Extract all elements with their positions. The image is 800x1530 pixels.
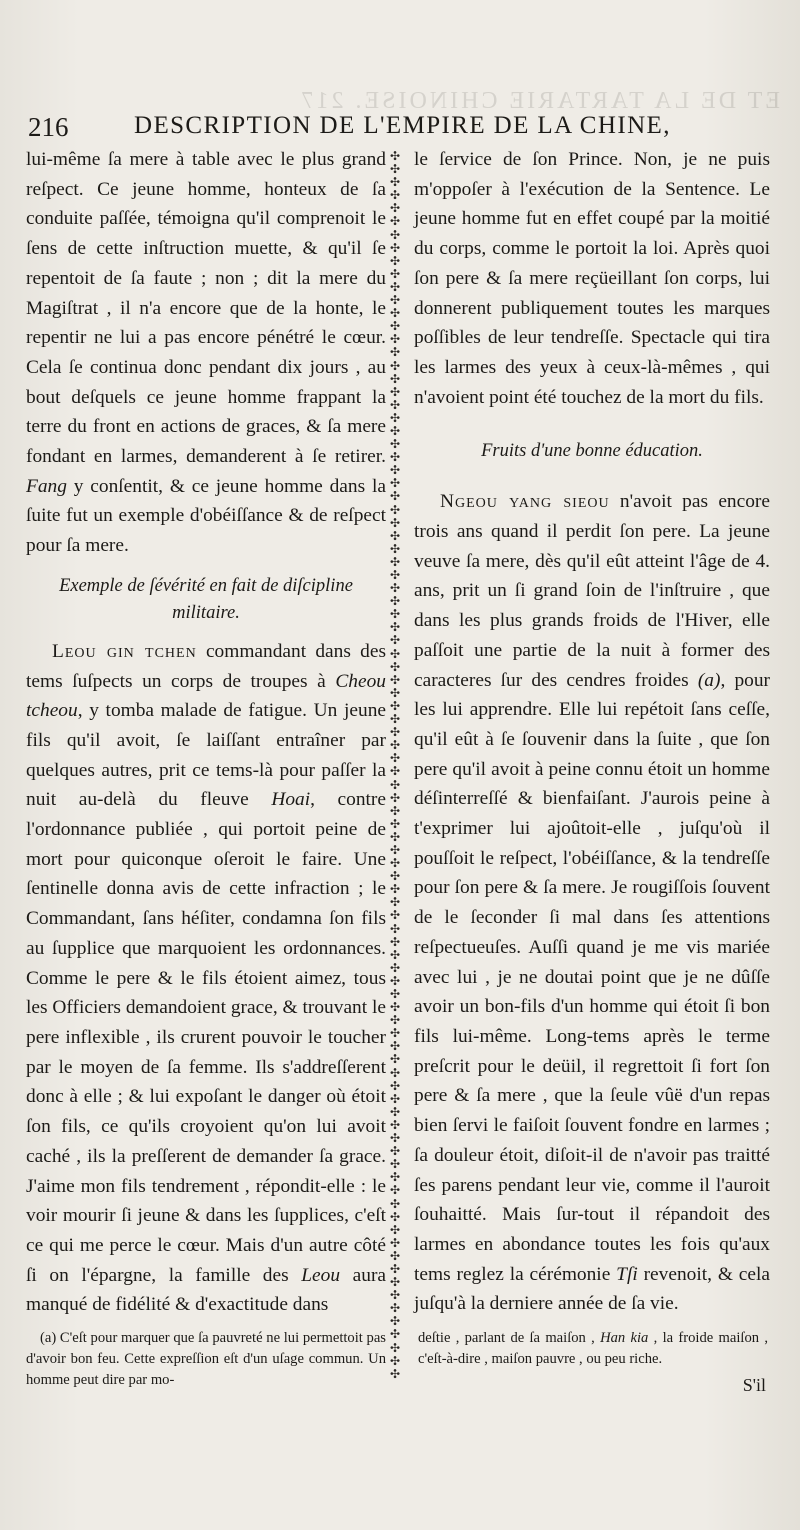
show-through-text: ET DE LA TARTARIE CHINOISE. 217 (298, 88, 780, 114)
divider-ornament-icon: ✣ (389, 816, 401, 831)
divider-ornament-icon: ✣ (389, 934, 401, 949)
divider-ornament-icon: ✣ (389, 698, 401, 713)
divider-ornament-icon: ✣ (389, 712, 401, 727)
divider-ornament-icon: ✣ (389, 162, 401, 177)
right-paragraph-1: le ſervice de ſon Prince. Non, je ne puis m'oppoſer à l'exécution de la Sentence. Le jeune homme fut en effet coupé par la moitié du corps, comme le portoit la loi. Après quoi ſon pere & ſa mere reçüeillant ſon corps, lui donnerent publiquement toutes les marques poſſibles de leur tendreſſe. Spectacle qui tira les larmes des yeux à ceux-là-mêmes , qui n'avoient point été touchez de la mort du fils. (414, 149, 770, 408)
divider-ornament-icon: ✣ (389, 568, 401, 582)
divider-ornament-icon: ✣ (389, 515, 401, 530)
section-subheading-severity: Exemple de ſévérité en fait de diſcipline militaire. (59, 575, 353, 623)
divider-ornament-icon: ✣ (389, 895, 401, 910)
divider-ornament-icon: ✣ (389, 293, 401, 308)
divider-ornament-icon: ✣ (389, 476, 401, 491)
divider-ornament-icon: ✣ (389, 1052, 401, 1067)
place-cheou-tcheou: Cheou tcheou (26, 670, 386, 722)
divider-ornament-icon: ✣ (389, 764, 401, 779)
divider-ornament-icon: ✣ (389, 489, 401, 504)
divider-ornament-icon: ✣ (389, 921, 401, 936)
divider-ornament-icon: ✣ (389, 987, 401, 1001)
divider-ornament-icon: ✣ (389, 842, 401, 857)
divider-ornament-icon: ✣ (389, 1104, 401, 1119)
divider-ornament-icon: ✣ (389, 869, 401, 884)
divider-ornament-icon: ✣ (389, 973, 401, 988)
divider-ornament-icon: ✣ (389, 960, 401, 975)
term-han-kia: Han kia (600, 1330, 649, 1346)
divider-ornament-icon: ✣ (389, 646, 401, 661)
catchword: S'il (742, 1375, 766, 1395)
section-subheading-education: Fruits d'une bonne éducation. (481, 441, 703, 462)
divider-ornament-icon: ✣ (389, 1314, 401, 1329)
divider-ornament-icon: ✣ (389, 201, 401, 216)
divider-ornament-icon: ✣ (389, 279, 401, 294)
divider-ornament-icon: ✣ (389, 1353, 401, 1368)
divider-ornament-icon: ✣ (389, 882, 401, 897)
divider-ornament-icon: ✣ (389, 751, 401, 766)
divider-ornament-icon: ✣ (389, 319, 401, 334)
page-header (28, 112, 768, 146)
divider-ornament-icon: ✣ (389, 1000, 401, 1015)
divider-ornament-icon: ✣ (389, 803, 401, 818)
divider-ornament-icon: ✣ (389, 214, 401, 229)
divider-ornament-icon: ✣ (389, 1301, 401, 1316)
divider-ornament-icon: ✣ (389, 1026, 401, 1041)
family-leou: Leou (301, 1264, 341, 1286)
left-paragraph-2: Leou gin tchen commandant dans des tems ſuſpects un corps de troupes à Cheou tcheou, y tomba malade de fatigue. Un jeune fils qu'il avoit, ſe laiſſant entraîner par quelques autres, prit ce tems-là pour paſſer la nuit au-delà du fleuve Hoai, contre l'ordonnance publiée , qui portoit peine de mort pour quiconque oſeroit le faire. Une ſentinelle donna avis de cette infraction ; le Commandant, ſans héſiter, condamna ſon fils au ſupplice que marquoient les ordonnances. Comme le pere & le fils étoient aimez, tous les Officiers demandoient grace, & trouvant le pere inflexible , ils crurent pouvoir le toucher par le moyen de ſa femme. Ils s'addreſſerent donc à elle ; & lui expoſant le danger où étoit ſon fils, ce qu'ils croyoient qu'on lui avoit caché , ils la preſſerent de demander ſa grace. J'aime mon fils tendrement , répondit-elle : le voir mourir ſi jeune & dans les ſupplices, c'eſt ce qui me perce le cœur. Mais d'un autre côté ſi on l'épargne, la famille des Leou aura manqué de fidélité & d'exactitude dans (26, 640, 387, 1316)
divider-ornament-icon: ✣ (389, 659, 401, 674)
right-column (414, 145, 770, 1319)
footnote-marker: (a) (697, 669, 721, 691)
left-column (26, 145, 386, 1320)
divider-ornament-icon: ✣ (389, 1261, 401, 1276)
divider-ornament-icon: ✣ (389, 1144, 401, 1159)
divider-ornament-icon: ✣ (389, 306, 401, 321)
divider-ornament-icon: ✣ (389, 1131, 401, 1146)
divider-ornament-icon: ✣ (389, 620, 401, 635)
ornamental-column-divider (388, 150, 402, 1390)
divider-ornament-icon: ✣ (389, 345, 401, 360)
divider-ornament-icon: ✣ (389, 856, 401, 871)
divider-ornament-icon: ✣ (389, 1117, 401, 1132)
divider-ornament-icon: ✣ (389, 554, 401, 569)
divider-ornament-icon: ✣ (389, 581, 401, 596)
divider-ornament-icon: ✣ (389, 437, 401, 452)
divider-ornament-icon: ✣ (389, 1366, 401, 1381)
divider-ornament-icon: ✣ (389, 1288, 401, 1303)
divider-ornament-icon: ✣ (389, 633, 401, 648)
divider-ornament-icon: ✣ (389, 1327, 401, 1342)
name-leou-gin-tchen: Leou gin tchen (52, 640, 197, 662)
divider-ornament-icon: ✣ (389, 738, 401, 753)
place-hoai: Hoai (271, 789, 311, 811)
divider-ornament-icon: ✣ (389, 1091, 401, 1106)
divider-ornament-icon: ✣ (389, 607, 401, 622)
divider-ornament-icon: ✣ (389, 594, 401, 609)
divider-ornament-icon: ✣ (389, 175, 401, 190)
rite-tsi: Tſi (616, 1263, 638, 1285)
divider-ornament-icon: ✣ (389, 423, 401, 438)
divider-ornament-icon: ✣ (389, 541, 401, 556)
divider-ornament-icon: ✣ (389, 908, 401, 923)
divider-ornament-icon: ✣ (389, 1170, 401, 1185)
divider-ornament-icon: ✣ (389, 1340, 401, 1355)
divider-ornament-icon: ✣ (389, 371, 401, 386)
divider-ornament-icon: ✣ (389, 672, 401, 687)
right-paragraph-2: Ngeou yang sieou n'avoit pas encore trois ans quand il perdit ſon pere. La jeune veuve ſa mere, dès qu'il eût atteint l'âge de 4. ans, prit un ſi grand ſoin de l'inſtruire , que dans les plus grands froids de l'Hiver, elle paſſoit une partie de la nuit à former des caracteres ſur des cendres froides (a), pour les lui apprendre. Elle lui repétoit ſans ceſſe, qu'il eût à ſe ſouvenir dans la ſuite , que ſon pere qu'il avoit à peine connu étoit un homme déſinterreſſé & bienfaiſant. J'aurois peine à t'exprimer lui ajoûtoit-elle , juſqu'où il pouſſoit le reſpect, l'obéiſſance, & la tendreſſe pour ſon pere & ſa mere. Je rougiſſois ſouvent de le ſeconder ſi mal dans ſes attentions reſpectueuſes. Auſſi quand je me vis mariée avec lui , je ne doutai point que je ne dûſſe avoir un bon-fils d'un homme qui étoit ſi bon fils lui-même. Long-tems après le terme preſcrit pour le deüil, il regrettoit ſi fort ſon pere & ſa mere , que la ſeule vûë d'un repas bien ſervi le faiſoit ſouvent fondre en larmes ; ſa douleur étoit, diſoit-il de n'avoir pas traitté ſes parens pendant leur vie, comme il l'auroit ſouhaitté. Mais ſur-tout il répandoit des larmes en abondance toutes les fois qu'aux tems reglez la cérémonie Tſi revenoit, & cela juſqu'à la derniere année de ſa vie. (414, 491, 771, 1315)
divider-ornament-icon: ✣ (389, 777, 401, 792)
divider-ornament-icon: ✣ (389, 332, 401, 347)
name-fang: Fang (26, 475, 67, 497)
divider-ornament-icon: ✣ (389, 240, 401, 255)
divider-ornament-icon: ✣ (389, 725, 401, 740)
footnote-left: (a) C'eſt pour marquer que ſa pauvreté ne lui permettoit pas d'avoir bon feu. Cette expreſſion eſt d'un uſage commun. Un homme peut dire par mo- (26, 1330, 386, 1388)
divider-ornament-icon: ✣ (389, 947, 401, 962)
divider-ornament-icon: ✣ (389, 1209, 401, 1224)
divider-ornament-icon: ✣ (389, 1013, 401, 1028)
divider-ornament-icon: ✣ (389, 1248, 401, 1263)
name-ngeou-yang-sieou: Ngeou yang sieou (440, 491, 610, 513)
divider-ornament-icon: ✣ (389, 397, 401, 412)
divider-ornament-icon: ✣ (389, 1222, 401, 1237)
divider-ornament-icon: ✣ (389, 358, 401, 373)
divider-ornament-icon: ✣ (389, 150, 401, 163)
divider-ornament-icon: ✣ (389, 790, 401, 805)
page-number: 216 (28, 112, 69, 142)
divider-ornament-icon: ✣ (389, 266, 401, 281)
divider-ornament-icon: ✣ (389, 410, 401, 425)
divider-ornament-icon: ✣ (389, 1183, 401, 1198)
divider-ornament-icon: ✣ (389, 1039, 401, 1054)
divider-ornament-icon: ✣ (389, 463, 401, 478)
divider-ornament-icon: ✣ (389, 1275, 401, 1290)
divider-ornament-icon: ✣ (389, 829, 401, 844)
divider-ornament-icon: ✣ (389, 502, 401, 517)
divider-ornament-icon: ✣ (389, 1235, 401, 1250)
divider-ornament-icon: ✣ (389, 685, 401, 700)
running-title: DESCRIPTION DE L'EMPIRE DE LA CHINE, (134, 112, 671, 139)
divider-ornament-icon: ✣ (389, 1065, 401, 1080)
divider-ornament-icon: ✣ (389, 253, 401, 268)
divider-ornament-icon: ✣ (389, 1196, 401, 1211)
divider-ornament-icon: ✣ (389, 450, 401, 465)
divider-ornament-icon: ✣ (389, 528, 401, 543)
divider-ornament-icon: ✣ (389, 384, 401, 399)
divider-ornament-icon: ✣ (389, 1157, 401, 1172)
footnote-right: deſtie , parlant de ſa maiſon , Han kia , la froide maiſon , c'eſt-à-dire , maiſon pauvre , ou peu riche. (418, 1330, 768, 1367)
divider-ornament-icon: ✣ (389, 1078, 401, 1093)
left-paragraph-1: lui-même ſa mere à table avec le plus grand reſpect. Ce jeune homme, honteux de ſa conduite paſſée, témoigna qu'il comprenoit le ſens de cette inſtruction muette, & qu'il ſe repentoit de ſa faute ; non ; dit la mere du Magiſtrat , il n'a encore que de la honte, le repentir ne lui a pas encore pénétré le cœur. Cela ſe continua donc pendant dix jours , au bout deſquels ce jeune homme frappant la terre du front en actions de graces, & ſa mere fondant en larmes, demanderent à ſe retirer. Fang y conſentit, & ce jeune homme dans la ſuite fut un exemple d'obéiſſance & de reſpect pour ſa mere. (26, 149, 386, 557)
divider-ornament-icon: ✣ (389, 227, 401, 242)
divider-ornament-icon: ✣ (389, 188, 401, 203)
